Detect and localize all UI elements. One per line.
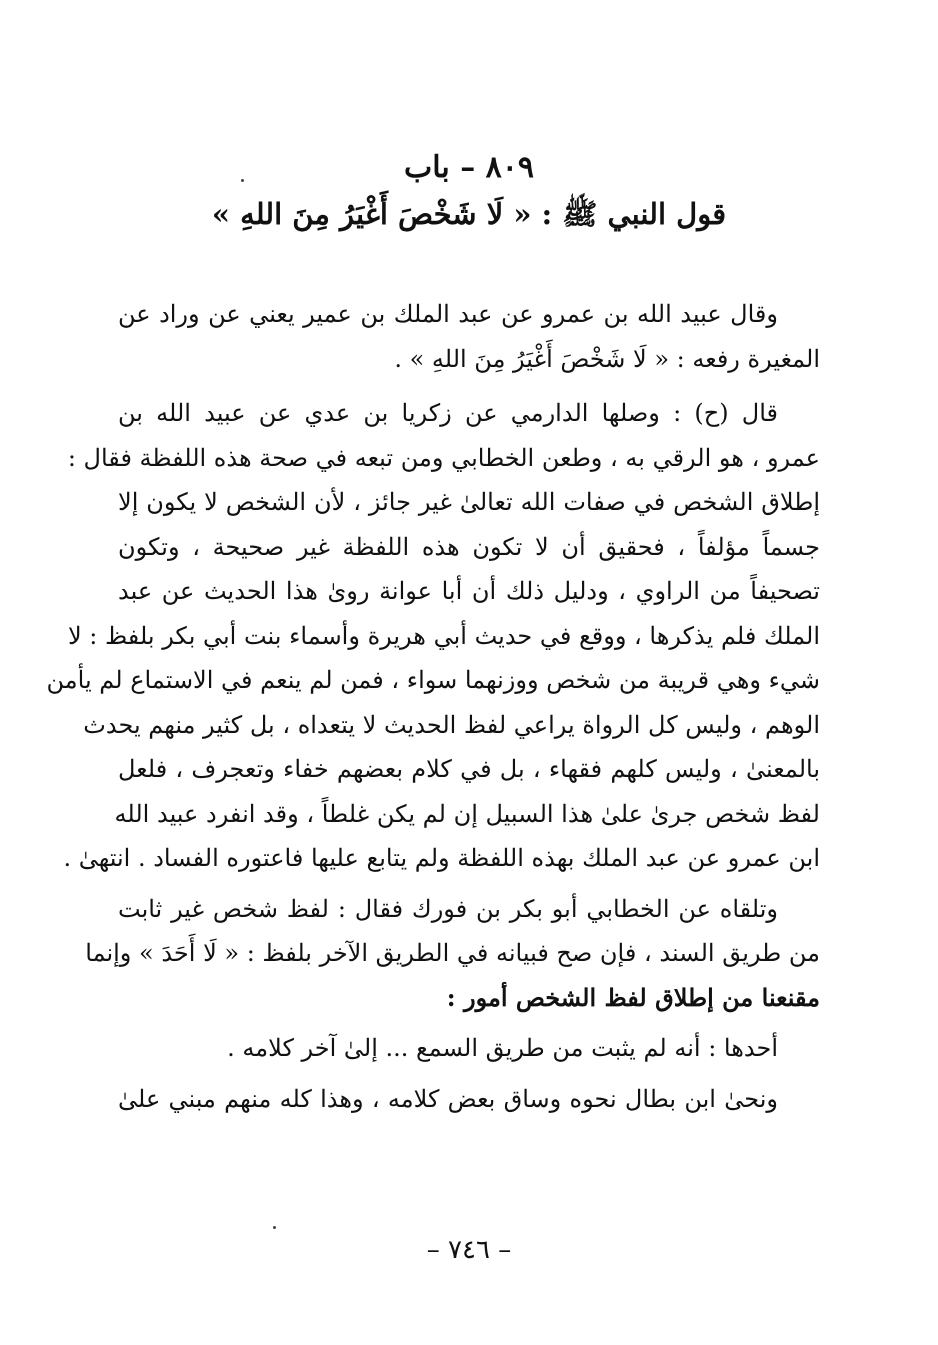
scan-speck xyxy=(273,1226,276,1229)
chapter-title-heading: قول النبي ﷺ : « لَا شَخْصَ أَغْيَرُ مِنَ اللهِ » xyxy=(211,197,727,231)
text-line: وقال عبيد الله بن عمرو عن عبد الملك بن عمير يعني عن وراد عن xyxy=(118,300,778,328)
text-line: مقنعنا من إطلاق لفظ الشخص أمور : xyxy=(446,982,820,1012)
body-text xyxy=(46,292,820,1129)
text-line: تصحيفاً من الراوي ، ودليل ذلك أن أبا عوانة روىٰ هذا الحديث عن عبد xyxy=(118,577,820,605)
text-line: الوهم ، وليس كل الرواة يراعي لفظ الحديث لا يتعداه ، بل كثير منهم يحدث xyxy=(83,710,820,739)
text-line: ونحىٰ ابن بطال نحوه وساق بعض كلامه ، وهذا كله منهم مبني علىٰ xyxy=(118,1084,778,1113)
text-line: بالمعنىٰ ، وليس كلهم فقهاء ، بل في كلام بعضهم خفاء وتعجرف ، فلعل xyxy=(118,755,820,783)
text-line: شيء وهي قريبة من شخص ووزنهما سواء ، فمن لم ينعم في الاستماع لم يأمن xyxy=(46,666,820,694)
paragraph-5 xyxy=(118,1077,820,1122)
text-line: من طريق السند ، فإن صح فبيانه في الطريق الآخر بلفظ : « لَا أَحَدَ » وإنما xyxy=(85,939,820,967)
text-line: جسماً مؤلفاً ، فحقيق أن لا تكون هذه اللفظة غير صحيحة ، وتكون xyxy=(118,532,820,561)
text-line: إطلاق الشخص في صفات الله تعالىٰ غير جائز ، لأن الشخص لا يكون إلا xyxy=(118,488,820,516)
page-number: – ٧٤٦ – xyxy=(426,1235,512,1265)
paragraph-1 xyxy=(118,292,820,381)
text-line: وتلقاه عن الخطابي أبو بكر بن فورك فقال : لفظ شخص غير ثابت xyxy=(118,894,778,923)
text-line: قال (ح) : وصلها الدارمي عن زكريا بن عدي عن عبيد الله بن xyxy=(118,399,778,427)
chapter-number-heading: ٨٠٩ – باب xyxy=(404,150,534,185)
text-line: عمرو ، هو الرقي به ، وطعن الخطابي ومن تبعه في صحة هذه اللفظة فقال : xyxy=(67,443,820,472)
text-line: لفظ شخص جرىٰ علىٰ هذا السبيل إن لم يكن غلطاً ، وقد انفرد عبيد الله xyxy=(114,799,820,828)
paragraph-4 xyxy=(118,1026,820,1071)
text-line: المغيرة رفعه : « لَا شَخْصَ أَغْيَرُ مِنَ اللهِ » . xyxy=(394,344,820,373)
paragraph-3 xyxy=(85,887,820,1021)
scan-speck xyxy=(241,179,244,182)
text-line: أحدها : أنه لم يثبت من طريق السمع ... إلىٰ آخر كلامه . xyxy=(227,1034,778,1062)
paragraph-2 xyxy=(46,391,820,881)
text-line: الملك فلم يذكرها ، ووقع في حديث أبي هريرة وأسماء بنت أبي بكر بلفظ : لا xyxy=(67,621,820,650)
text-line: ابن عمرو عن عبد الملك بهذه اللفظة ولم يتابع عليها فاعتوره الفساد . انتهىٰ . xyxy=(63,844,820,872)
